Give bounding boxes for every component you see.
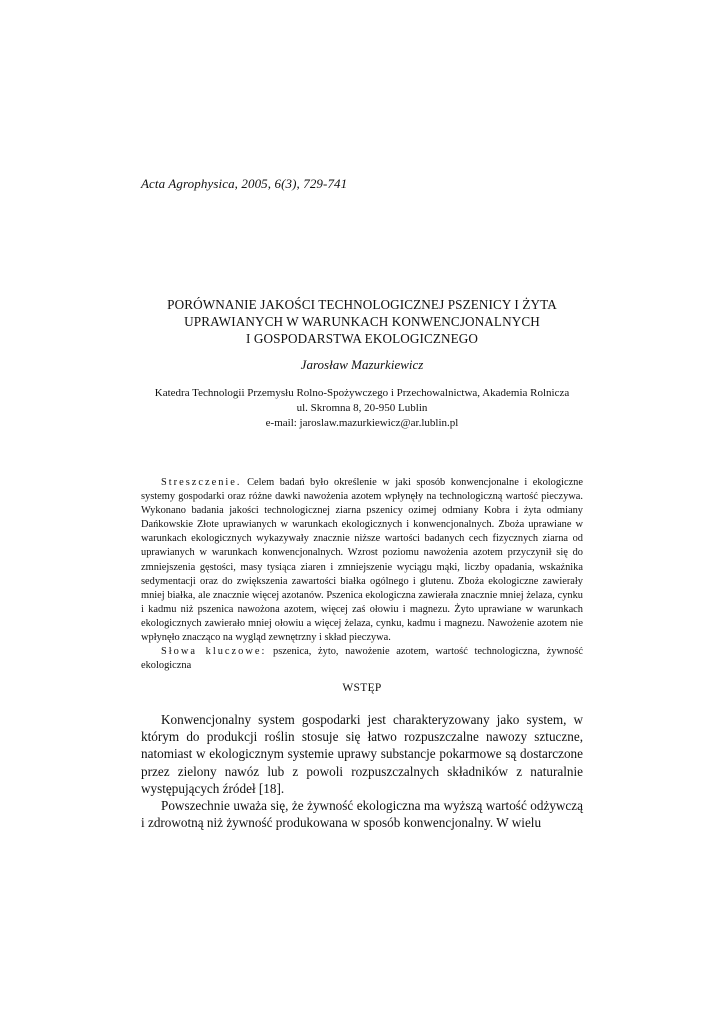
body-paragraph-2: Powszechnie uważa się, że żywność ekologiczna ma wyższą wartość odżywczą i zdrowotną niż żywność produkowana w sposób konwencjonalny. W wielu xyxy=(141,798,583,831)
title-line-3: I GOSPODARSTWA EKOLOGICZNEGO xyxy=(245,331,479,346)
body-paragraph-1: Konwencjonalny system gospodarki jest charakteryzowany jako system, w którym do produkcji roślin stosuje się łatwo rozpuszczalne nawozy sztuczne, natomiast w ekologicznym systemie uprawy substancje pokarmowe są dostarczone przez zielony nawóz lub z powoli rozpuszczalnych składników z naturalnie występujących źródeł [18]. xyxy=(141,712,583,796)
affiliation-email: e-mail: jaroslaw.mazurkiewicz@ar.lublin.pl xyxy=(265,417,459,429)
affiliation-institution: Katedra Technologii Przemysłu Rolno-Spożywczego i Przechowalnictwa, Akademia Rolnicza xyxy=(154,387,570,399)
title-line-1: PORÓWNANIE JAKOŚCI TECHNOLOGICZNEJ PSZENICY I ŻYTA xyxy=(167,297,557,312)
abstract-text: Celem badań było określenie w jaki sposób konwencjonalne i ekologiczne systemy gospodarki oraz różne dawki nawożenia azotem wpłynęły na technologiczną wartość pieczywa. Wykonano badania jakości technologicznej ziarna pszenicy ozimej odmiany Kobra i żyta odmiany Dańkowskie Złote uprawianych w warunkach ekologicznych i konwencjonalnych. Zboża uprawiane w warunkach ekologicznych wykazywały znacznie niższe wartości badanych cech fizycznych ziarna od uprawianych w warunkach konwencjonalnych. Wzrost poziomu nawożenia azotem przyczynił się do zmniejszenia gęstości, masy tysiąca ziaren i zmniejszenie wyciągu mąki, liczby opadania, wskaźnika sedymentacji oraz do zwiększenia zawartości białka ogólnego i glutenu. Zboża ekologiczne zawierały mniej białka, ale znacznie więcej azotanów. Pszenica ekologiczna zawierała znacznie mniej żelaza, cynku i kadmu niż pszenica nawożona azotem, więcej zaś ołowiu i magnezu. Żyto uprawiane w warunkach ekologicznych zawierało mniej ołowiu a więcej żelaza, cynku, kadmu i magnezu. Nawożenie azotem nie wpłynęło znacząco na wygląd zewnętrzny i skład pieczywa. xyxy=(141,477,583,644)
keywords-label: Słowa kluczowe: xyxy=(161,646,267,658)
paper-title xyxy=(141,296,583,347)
journal-reference: Acta Agrophysica, 2005, 6(3), 729-741 xyxy=(141,176,348,191)
abstract-paragraph xyxy=(141,476,583,645)
affiliation-address: ul. Skromna 8, 20-950 Lublin xyxy=(296,402,428,414)
keywords-paragraph xyxy=(141,645,583,673)
abstract-label: Streszczenie. xyxy=(161,477,242,488)
body-text xyxy=(141,711,583,831)
author-name: Jarosław Mazurkiewicz xyxy=(300,357,424,372)
keywords-text: pszenica, żyto, nawożenie azotem, wartość technologiczna, żywność ekologiczna xyxy=(141,646,583,672)
section-heading: WSTĘP xyxy=(342,682,382,694)
title-line-2: UPRAWIANYCH W WARUNKACH KONWENCJONALNYCH xyxy=(184,314,540,329)
affiliation xyxy=(141,386,583,431)
abstract xyxy=(141,476,583,673)
